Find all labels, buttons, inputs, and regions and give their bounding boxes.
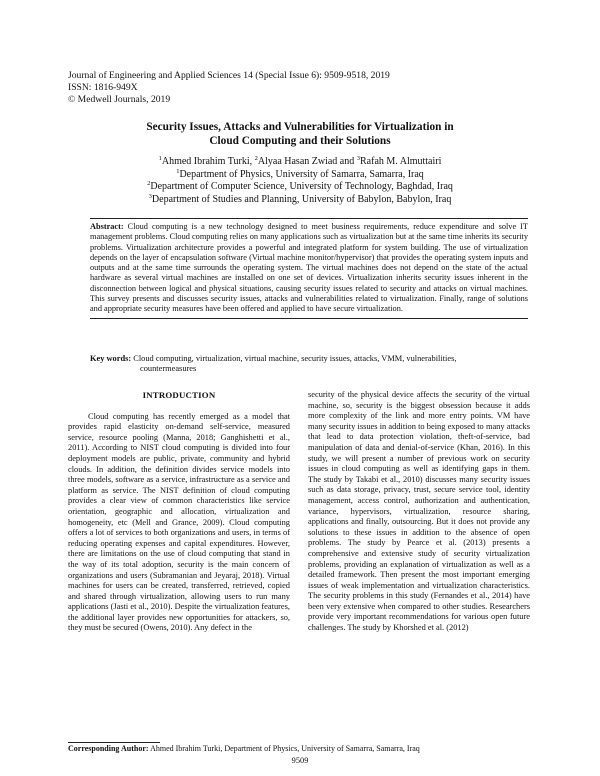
author-2: Alyaa Hasan Zwiad and <box>257 156 357 167</box>
right-column <box>308 390 530 634</box>
keywords-text-continued: countermeasures <box>140 364 197 374</box>
abstract <box>90 218 528 319</box>
journal-issn: ISSN: 1816-949X <box>68 82 138 93</box>
author-names <box>60 156 540 169</box>
footnote-divider <box>68 742 160 743</box>
corresponding-author-label: Corresponding Author: <box>68 744 149 753</box>
keywords-text: Cloud computing, virtualization, virtual machine, security issues, attacks, VMM, vulnerabilities, <box>133 354 457 363</box>
affiliation-3-sup: 3 <box>148 192 152 200</box>
author-3: Rafah M. Almuttairi <box>360 156 442 167</box>
affiliation-3-text: Department of Studies and Planning, University of Babylon, Babylon, Iraq <box>151 193 452 205</box>
journal-citation: Journal of Engineering and Applied Sciences 14 (Special Issue 6): 9509-9518, 2019 <box>68 70 390 81</box>
author-2-sup: 2 <box>254 155 258 162</box>
keywords-label: Key words: <box>90 354 132 363</box>
journal-copyright: © Medwell Journals, 2019 <box>68 94 171 105</box>
abstract-text: Cloud computing is a new technology designed to meet business requirements, reduce expenditure and solve IT management problems. Cloud computing relies on many applications such as virtualization but at the same time inherits its security problems. Virtualization architecture provides a powerful and integrated platform for system building. The use of virtualization depends on the layer of encapsulation software (Virtual machine monitor/hypervisor) that provides the operating system inputs and outputs and at the same time surrounds the operating system. The virtual machines does not depend on the state of the actual hardware as several virtual machines are installed on one set of devices. Virtualization inherits security issues inherent in the disconnection between logical and physical situations, causing security issues related to security and attacks on virtual machines. This survey presents and discusses security issues, attacks and vulnerabilities related to virtualization. Finally, range of solutions and appropriate security measures have been offered and applied to have secure virtualization. <box>90 222 528 313</box>
author-1: Ahmed Ibrahim Turki, <box>161 156 255 167</box>
corresponding-author <box>68 744 420 754</box>
affiliation-2-sup: 2 <box>147 180 151 188</box>
intro-paragraph-left: Cloud computing has recently emerged as a model that provides rapid elasticity on-demand self-service, measured service, resource pooling (Manna, 2018; Ganghishetti et al., 2011). According to NIST cloud computing is divided into four deployment models are public, private, community and hybrid clouds. In addition, the definition divides service models into three models, software as a service, infrastructure as a service and platform as service. The NIST definition of cloud computing provides a clear view of common characteristics like service orientation, geographic and allocation, virtualization and homogeneity, etc (Mell and Grance, 2009). Cloud computing offers a lot of services to both organizations and users, in terms of reducing operating expenses and capital expenditures. However, there are limitations on the use of cloud computing that stand in the way of its total adoption, security is the main concern of organizations and users (Subramanian and Jeyaraj, 2018). Virtual machines for users can be created, transferred, retrieved, copied and shared through virtualization, allowing users to run many applications (Jasti et al., 2010). Despite the virtualization features, the additional layer provides new opportunities for attackers, so, they must be secured (Owens, 2010). Any defect in the <box>68 411 290 633</box>
section-heading-introduction: INTRODUCTION <box>142 390 216 400</box>
affiliation-1-sup: 1 <box>176 167 180 175</box>
page-number: 9509 <box>291 756 309 765</box>
left-column <box>68 390 290 634</box>
affiliation-2 <box>60 181 540 194</box>
author-block <box>60 156 540 206</box>
journal-header <box>68 70 390 106</box>
intro-paragraph-right: security of the physical device affects the security of the virtual machine, so, security is the biggest obsession because it adds more complexity of the link and more entry points. VM have many security issues in addition to being exposed to many attacks that lead to data protection violation, theft-of-service, bad manipulation of data and denial-of-service (Khan, 2016). In this study, we will present a number of previous work on security issues in cloud computing as well as identifying gaps in them. The study by Takabi et al., 2010) discusses many security issues such as data storage, privacy, trust, secure service tool, identity management, access control, authorization and authentication, variance, hypervisors, virtualization, resource sharing, applications and finally, outsourcing. But it does not provide any solutions to these issues in addition to the absence of open problems. The study by Pearce et al. (2013) presents a comprehensive and extensive study of security virtualization problems, providing an explanation of virtualization as well as a detailed framework. Then present the most important emerging issues of weak implementation and virtualization characteristics. The security problems in this study (Fernandes et al., 2014) have been very extensive when compared to other studies. Researchers provide very important recommendations for various open future challenges. The study by Khorshed et al. (2012) <box>308 390 530 633</box>
affiliation-1-text: Department of Physics, University of Samarra, Samarra, Iraq <box>179 168 424 180</box>
title-line-2: Cloud Computing and their Solutions <box>209 135 391 147</box>
corresponding-author-text: Ahmed Ibrahim Turki, Department of Physics, University of Samarra, Samarra, Iraq <box>148 744 420 753</box>
author-3-sup: 3 <box>356 155 360 162</box>
keywords <box>90 354 540 375</box>
affiliation-1 <box>60 169 540 182</box>
abstract-label: Abstract: <box>90 222 124 231</box>
paper-title <box>60 120 540 148</box>
author-1-sup: 1 <box>158 155 162 162</box>
affiliation-2-text: Department of Computer Science, University of Technology, Baghdad, Iraq <box>150 181 453 193</box>
affiliation-3 <box>60 194 540 207</box>
title-line-1: Security Issues, Attacks and Vulnerabilities for Virtualization in <box>146 121 454 133</box>
